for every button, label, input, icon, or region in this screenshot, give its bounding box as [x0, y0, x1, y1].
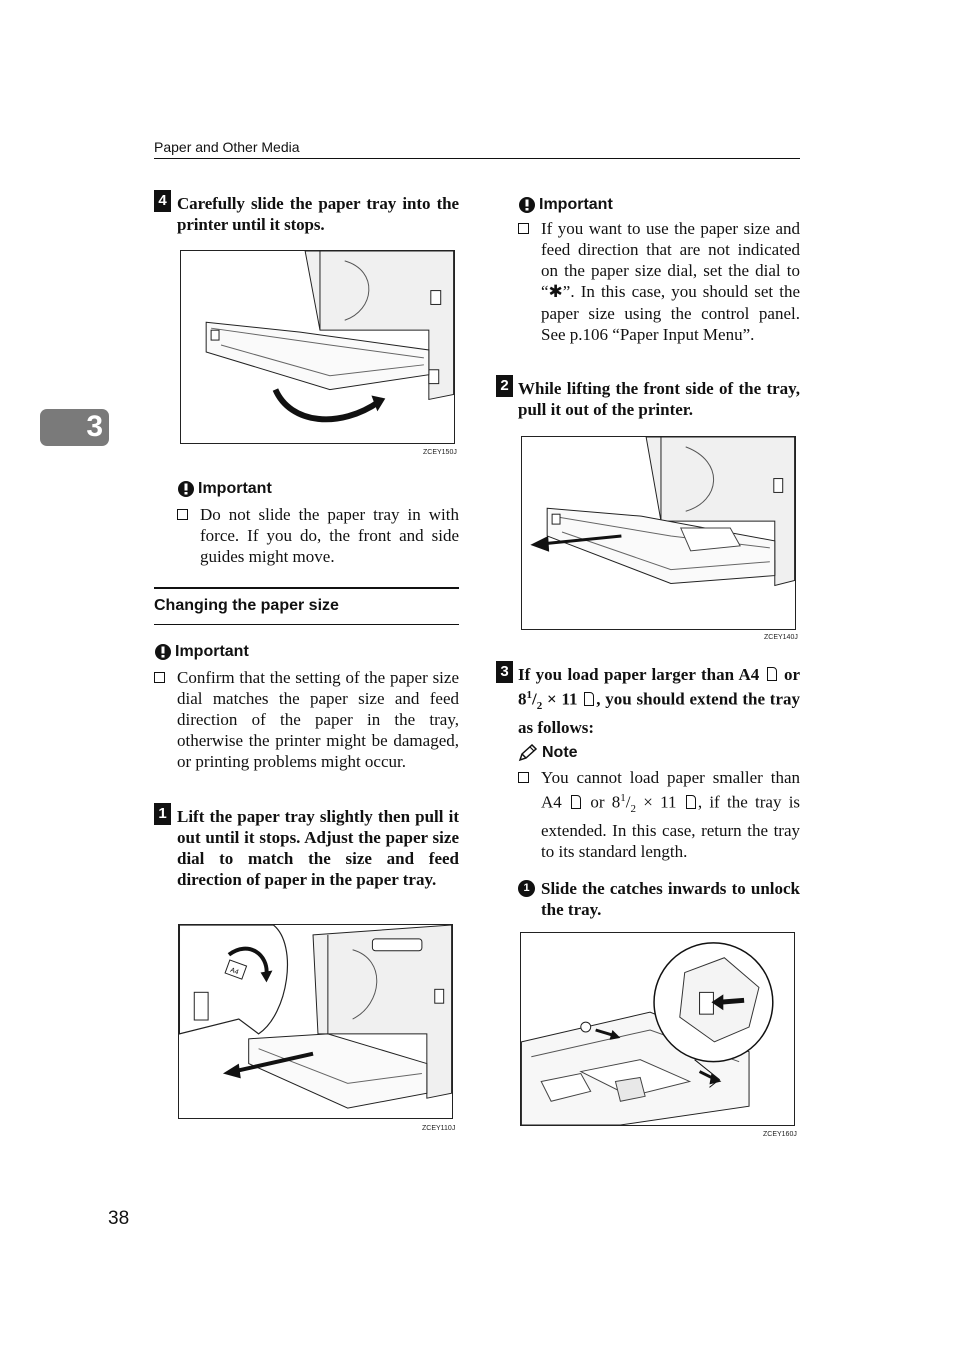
checkbox-bullet-icon: [154, 672, 165, 683]
note-heading: [518, 743, 800, 763]
catches-illustration: [521, 933, 794, 1125]
figure-adjust-dial: [178, 924, 453, 1119]
fraction-denominator: 2: [536, 700, 543, 713]
step-number: 2: [496, 375, 513, 397]
note-block: [518, 743, 800, 862]
step-text: Carefully slide the paper tray into the printer until it stops.: [177, 194, 459, 234]
note-text: × 11: [643, 792, 677, 812]
checkbox-bullet-icon: [177, 509, 188, 520]
tray-insert-illustration: [181, 251, 454, 443]
step-text-part: × 11: [547, 689, 578, 709]
important-bullet: [154, 667, 459, 772]
header-rule: [154, 158, 800, 159]
chapter-tab: [40, 409, 109, 446]
important-heading: [177, 479, 459, 499]
running-header: Paper and Other Media: [154, 139, 300, 155]
figure-slide-tray-in: [180, 250, 455, 444]
page-number: 38: [108, 1208, 130, 1229]
checkbox-bullet-icon: [518, 772, 529, 783]
dial-label: A4: [229, 966, 240, 977]
portrait-orientation-icon: [767, 667, 777, 681]
important-bullet: [518, 218, 800, 345]
figure-code: ZCEY150J: [423, 449, 457, 456]
figure-pull-tray-out: [521, 436, 796, 630]
important-heading: [518, 195, 800, 215]
portrait-orientation-icon: [584, 692, 594, 706]
step-number: 4: [154, 190, 171, 212]
chapter-number: 3: [86, 410, 103, 443]
step-text: While lifting the front side of the tray, pull it out of the printer.: [518, 379, 800, 419]
figure-code: ZCEY110J: [422, 1125, 456, 1132]
tray-pull-illustration: [522, 437, 795, 629]
pencil-icon: [518, 744, 538, 762]
bullet-text: If you want to use the paper size and feed direction that are not indicated on the paper size dial, set the dial to “: [541, 219, 800, 301]
important-block-1: [177, 479, 459, 567]
step-2: [496, 378, 800, 420]
step-number: 3: [496, 661, 513, 683]
section-heading: [154, 587, 459, 625]
step-text: Lift the paper tray slightly then pull it out until it stops. Adjust the paper size dial to match the size and feed direction of paper in the paper tray.: [177, 807, 459, 889]
substep-1: [518, 878, 800, 920]
important-block-2: [154, 642, 459, 772]
important-bullet: [177, 504, 459, 567]
step-4: [154, 193, 459, 235]
note-text: You cannot load paper smaller than A4: [541, 768, 800, 812]
important-block-3: [518, 195, 800, 345]
substep-number: 1: [518, 880, 535, 897]
important-title: Important: [175, 643, 249, 660]
note-text: or 8: [590, 792, 621, 812]
important-title: Important: [539, 196, 613, 213]
checkbox-bullet-icon: [518, 223, 529, 234]
step-number: 1: [154, 803, 171, 825]
portrait-orientation-icon: [571, 795, 581, 809]
step-3: [496, 664, 800, 738]
important-title: Important: [198, 480, 272, 497]
section-title: Changing the paper size: [154, 597, 339, 614]
fraction-numerator: 1: [526, 689, 532, 701]
step-text-part: , you should extend the tray as follows:: [518, 689, 801, 738]
step-text-part: or 8: [518, 665, 800, 709]
important-heading: [154, 642, 459, 662]
note-text: , if the tray is extended. In this case, return the tray to its standard length.: [541, 792, 801, 862]
important-icon: [177, 480, 195, 498]
dial-adjust-illustration: [179, 925, 452, 1118]
figure-unlock-catches: [520, 932, 795, 1126]
figure-code: ZCEY160J: [763, 1131, 797, 1138]
important-icon: [518, 196, 536, 214]
step-text: If you load paper larger than A4 or $8^1/_2 \times 11$ , you should extend the tray as follows:: [518, 665, 801, 738]
bullet-text: Confirm that the setting of the paper size dial matches the paper size and feed direction of the paper in the tray, otherwise the printer might be damaged, or printing problems might occur.: [177, 668, 459, 771]
fraction-denominator: 2: [630, 803, 637, 816]
figure-code: ZCEY140J: [764, 634, 798, 641]
step-text-part: If you load paper larger than A4: [518, 665, 760, 684]
note-title: Note: [542, 744, 578, 761]
note-bullet: You cannot load paper smaller than A4 or $8^1/_2 \times 11$ , if the tray is extended. In this case, return the tray to its standard length.: [518, 767, 800, 862]
asterisk-symbol: ✱: [548, 282, 563, 302]
substep-text: Slide the catches inwards to unlock the tray.: [541, 879, 800, 919]
step-1: [154, 806, 459, 890]
bullet-text: Do not slide the paper tray in with force. If you do, the front and side guides might move.: [200, 505, 459, 566]
portrait-orientation-icon: [686, 795, 696, 809]
bullet-text-continued: ”. In this case, you should set the paper size using the control panel. See p.106 “Paper Input Menu”.: [541, 282, 800, 344]
fraction-numerator: 1: [620, 792, 626, 804]
important-icon: [154, 643, 172, 661]
